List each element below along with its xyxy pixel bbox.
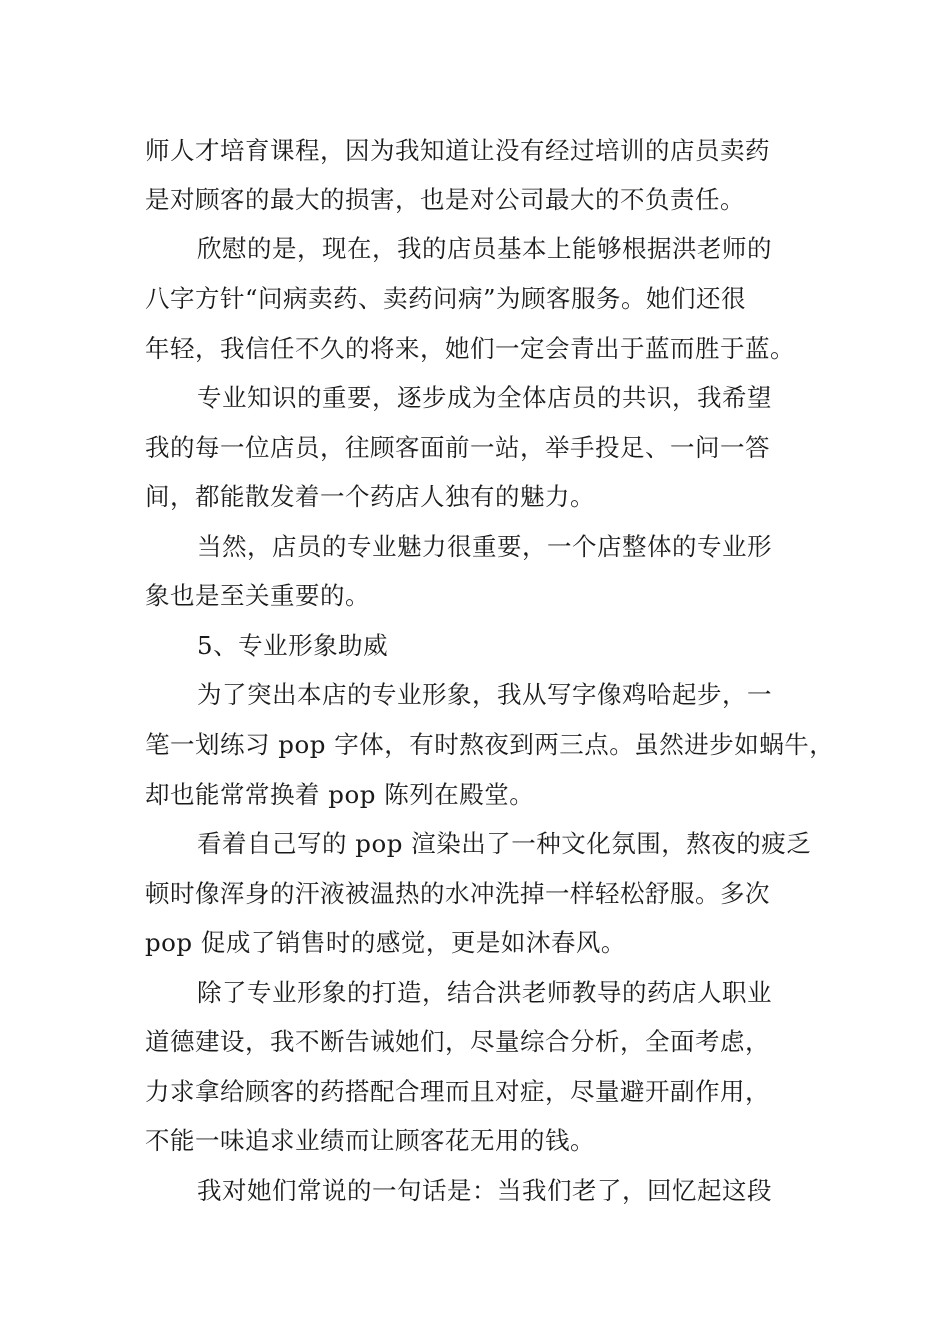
section-heading: 5、专业形象助威 (197, 631, 389, 660)
text-line: 我的每一位店员，往顾客面前一站，举手投足、一问一答 (145, 433, 770, 462)
text-line: 道德建设，我不断告诫她们，尽量综合分析，全面考虑， (145, 1027, 770, 1056)
text-line: pop 促成了销售时的感觉，更是如沐春风。 (145, 928, 626, 957)
paragraph-first-line: 我对她们常说的一句话是：当我们老了，回忆起这段 (197, 1176, 772, 1205)
paragraph-first-line: 为了突出本店的专业形象，我从写字像鸡哈起步，一 (197, 680, 772, 709)
paragraph-first-line: 专业知识的重要，逐步成为全体店员的共识，我希望 (197, 383, 772, 412)
paragraph-first-line: 欣慰的是，现在，我的店员基本上能够根据洪老师的 (197, 234, 772, 263)
text-line: 笔一划练习 pop 字体，有时熬夜到两三点。虽然进步如蜗牛， (145, 730, 835, 759)
text-line: 八字方针“问病卖药、卖药问病”为顾客服务。她们还很 (145, 284, 747, 313)
text-line: 是对顾客的最大的损害，也是对公司最大的不负责任。 (145, 185, 745, 214)
text-line: 年轻，我信任不久的将来，她们一定会青出于蓝而胜于蓝。 (145, 334, 795, 363)
paragraph-first-line: 看着自己写的 pop 渲染出了一种文化氛围，熬夜的疲乏 (197, 829, 812, 858)
text-line: 间，都能散发着一个药店人独有的魅力。 (145, 482, 595, 511)
text-line: 象也是至关重要的。 (145, 581, 370, 610)
text-line: 顿时像浑身的汗液被温热的水冲洗掉一样轻松舒服。多次 (145, 879, 770, 908)
text-line: 力求拿给顾客的药搭配合理而且对症，尽量避开副作用， (145, 1077, 770, 1106)
text-line: 却也能常常换着 pop 陈列在殿堂。 (145, 780, 535, 809)
text-line: 师人才培育课程，因为我知道让没有经过培训的店员卖药 (145, 136, 770, 165)
paragraph-first-line: 当然，店员的专业魅力很重要，一个店整体的专业形 (197, 532, 772, 561)
text-line: 不能一味追求业绩而让顾客花无用的钱。 (145, 1126, 595, 1155)
paragraph-first-line: 除了专业形象的打造，结合洪老师教导的药店人职业 (197, 978, 772, 1007)
